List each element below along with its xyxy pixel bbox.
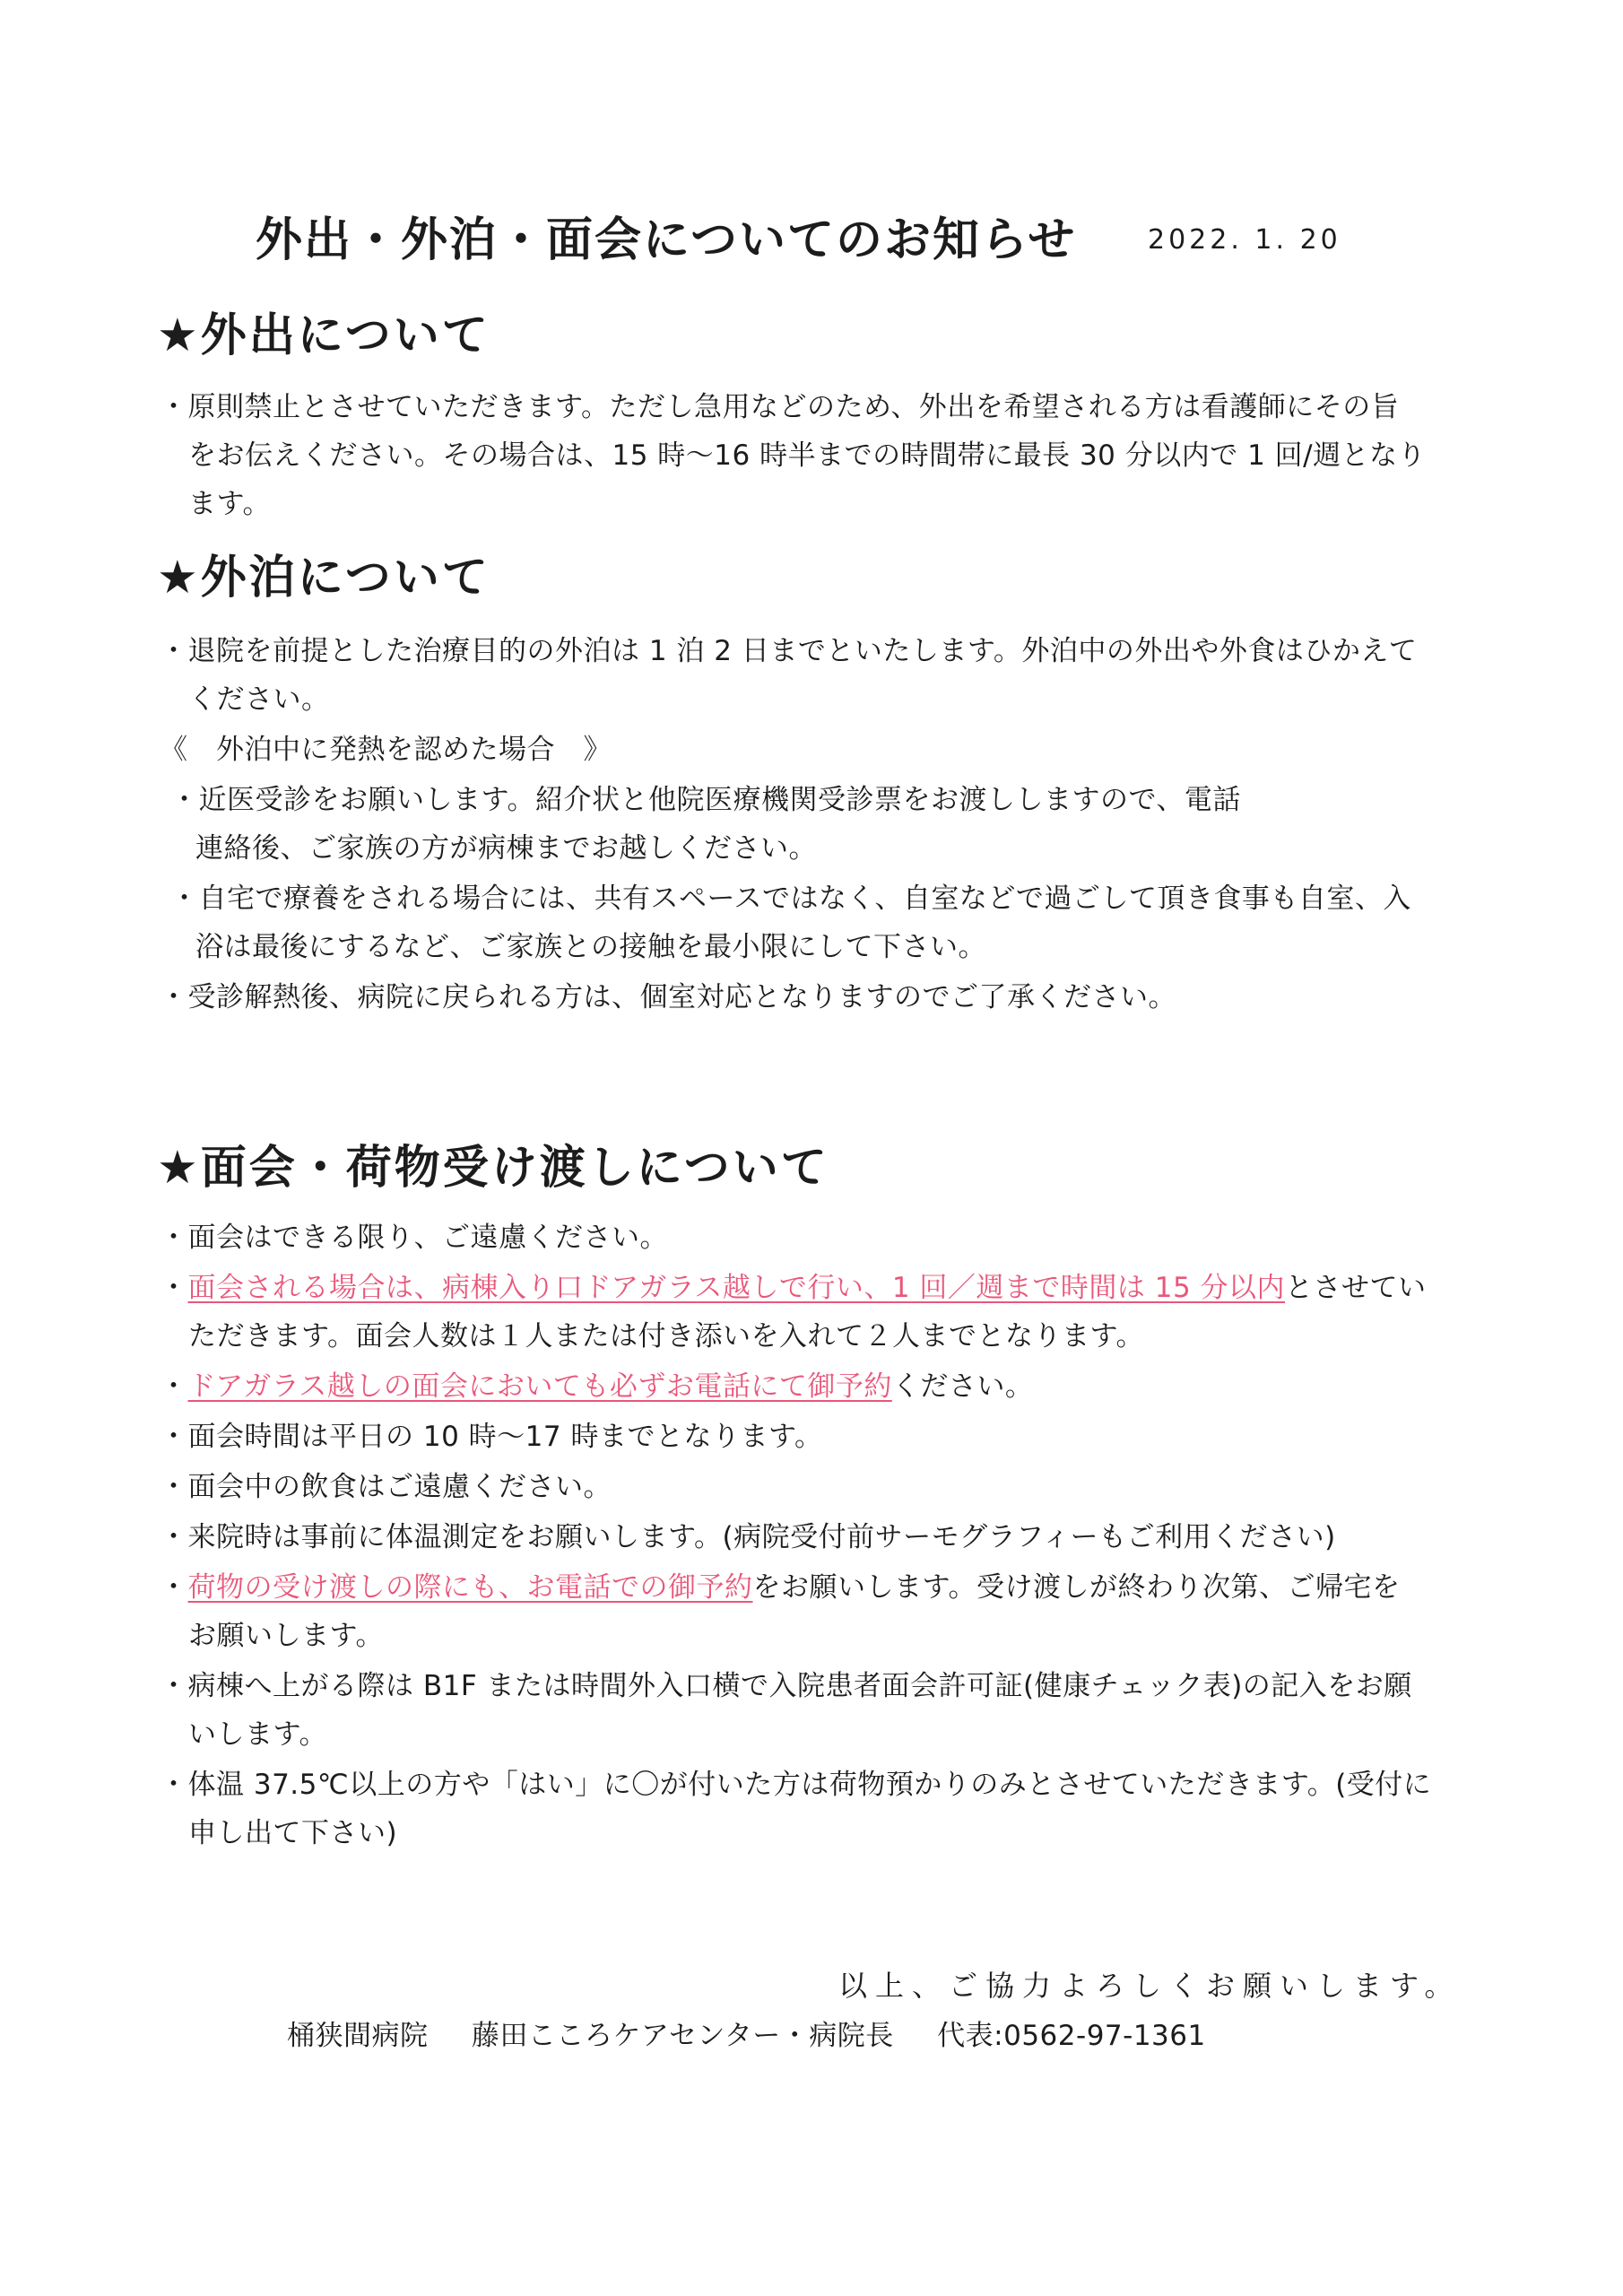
hospital-name: 桶狭間病院	[287, 2020, 429, 2052]
visit-line-3	[160, 1363, 1033, 1410]
outing-line-3: ます。	[188, 488, 272, 520]
fever-line-3: ・自宅で療養をされる場合には、共有スペースではなく、自室などで過ごして頂き食事も自室、入	[170, 883, 1411, 915]
visit-line-8-cont: いします。	[188, 1718, 328, 1751]
highlight-text: 面会される場合は、病棟入り口ドアガラス越しで行い、1 回／週まで時間は 15 分以内	[187, 1272, 1286, 1304]
fever-subheading: 《 外泊中に発熱を認めた場合 》	[160, 734, 612, 766]
page-title: 外出・外泊・面会についてのお知らせ	[256, 213, 1077, 267]
visit-line-7	[160, 1564, 1401, 1611]
heading-outing: ★外出について	[157, 309, 490, 362]
phone-number: 代表:0562-97-1361	[937, 2020, 1206, 2052]
fever-line-1: ・近医受診をお願いします。紹介状と他院医療機関受診票をお渡ししますので、電話	[170, 784, 1241, 816]
outing-line-2: をお伝えください。その場合は、15 時～16 時半までの時間帯に最長 30 分以内で 1 回/週となり	[188, 439, 1427, 472]
closing-remark: 以上、ご協力よろしくお願いします。	[838, 1969, 1462, 2003]
fever-line-4: 浴は最後にするなど、ご家族との接触を最小限にして下さい。	[195, 931, 986, 963]
line-text: をお願いします。受け渡しが終わり次第、ご帰宅を	[752, 1571, 1401, 1604]
visit-line-2	[160, 1265, 1427, 1311]
visit-line-4: ・面会時間は平日の 10 時～17 時までとなります。	[160, 1421, 823, 1453]
visit-line-2-cont: ただきます。面会人数は１人または付き添いを入れて２人までとなります。	[188, 1320, 1145, 1352]
heading-visit: ★面会・荷物受け渡しについて	[157, 1142, 829, 1195]
visit-line-9-cont: 申し出て下さい)	[188, 1817, 398, 1849]
footer	[287, 2013, 1206, 2059]
visit-line-6: ・来院時は事前に体温測定をお願いします。(病院受付前サーモグラフィーもご利用ください)	[160, 1521, 1336, 1553]
visit-line-9: ・体温 37.5℃以上の方や「はい」に〇が付いた方は荷物預かりのみとさせていただきます。(受付に	[160, 1769, 1432, 1801]
line-text: とさせてい	[1285, 1272, 1427, 1304]
bullet: ・	[160, 1370, 188, 1403]
fever-line-2: 連絡後、ご家族の方が病棟までお越しください。	[195, 832, 817, 865]
notice-date: 2022. 1. 20	[1148, 224, 1341, 256]
visit-line-1: ・面会はできる限り、ご遠慮ください。	[160, 1222, 668, 1254]
highlight-text: 荷物の受け渡しの際にも、お電話での御予約	[187, 1571, 753, 1604]
line-text: ください。	[891, 1370, 1034, 1403]
fever-line-5: ・受診解熱後、病院に戻られる方は、個室対応となりますのでご了承ください。	[160, 981, 1176, 1013]
visit-line-5: ・面会中の飲食はご遠慮ください。	[160, 1471, 612, 1503]
center-name: 藤田こころケアセンター・病院長	[471, 2020, 894, 2052]
highlight-text: ドアガラス越しの面会においても必ずお電話にて御予約	[187, 1370, 892, 1403]
visit-line-7-cont: お願いします。	[188, 1620, 385, 1652]
visit-line-8: ・病棟へ上がる際は B1F または時間外入口横で入院患者面会許可証(健康チェック表)の記入をお願	[160, 1670, 1412, 1702]
heading-overnight: ★外泊について	[157, 552, 490, 604]
overnight-line-2: ください。	[188, 683, 330, 716]
title-row	[256, 204, 1421, 276]
bullet: ・	[160, 1571, 188, 1604]
outing-line-1: ・原則禁止とさせていただきます。ただし急用などのため、外出を希望される方は看護師にその旨	[160, 391, 1400, 423]
bullet: ・	[160, 1272, 188, 1304]
overnight-line-1: ・退院を前提とした治療目的の外泊は 1 泊 2 日までといたします。外泊中の外出や外食はひかえて	[160, 635, 1418, 667]
